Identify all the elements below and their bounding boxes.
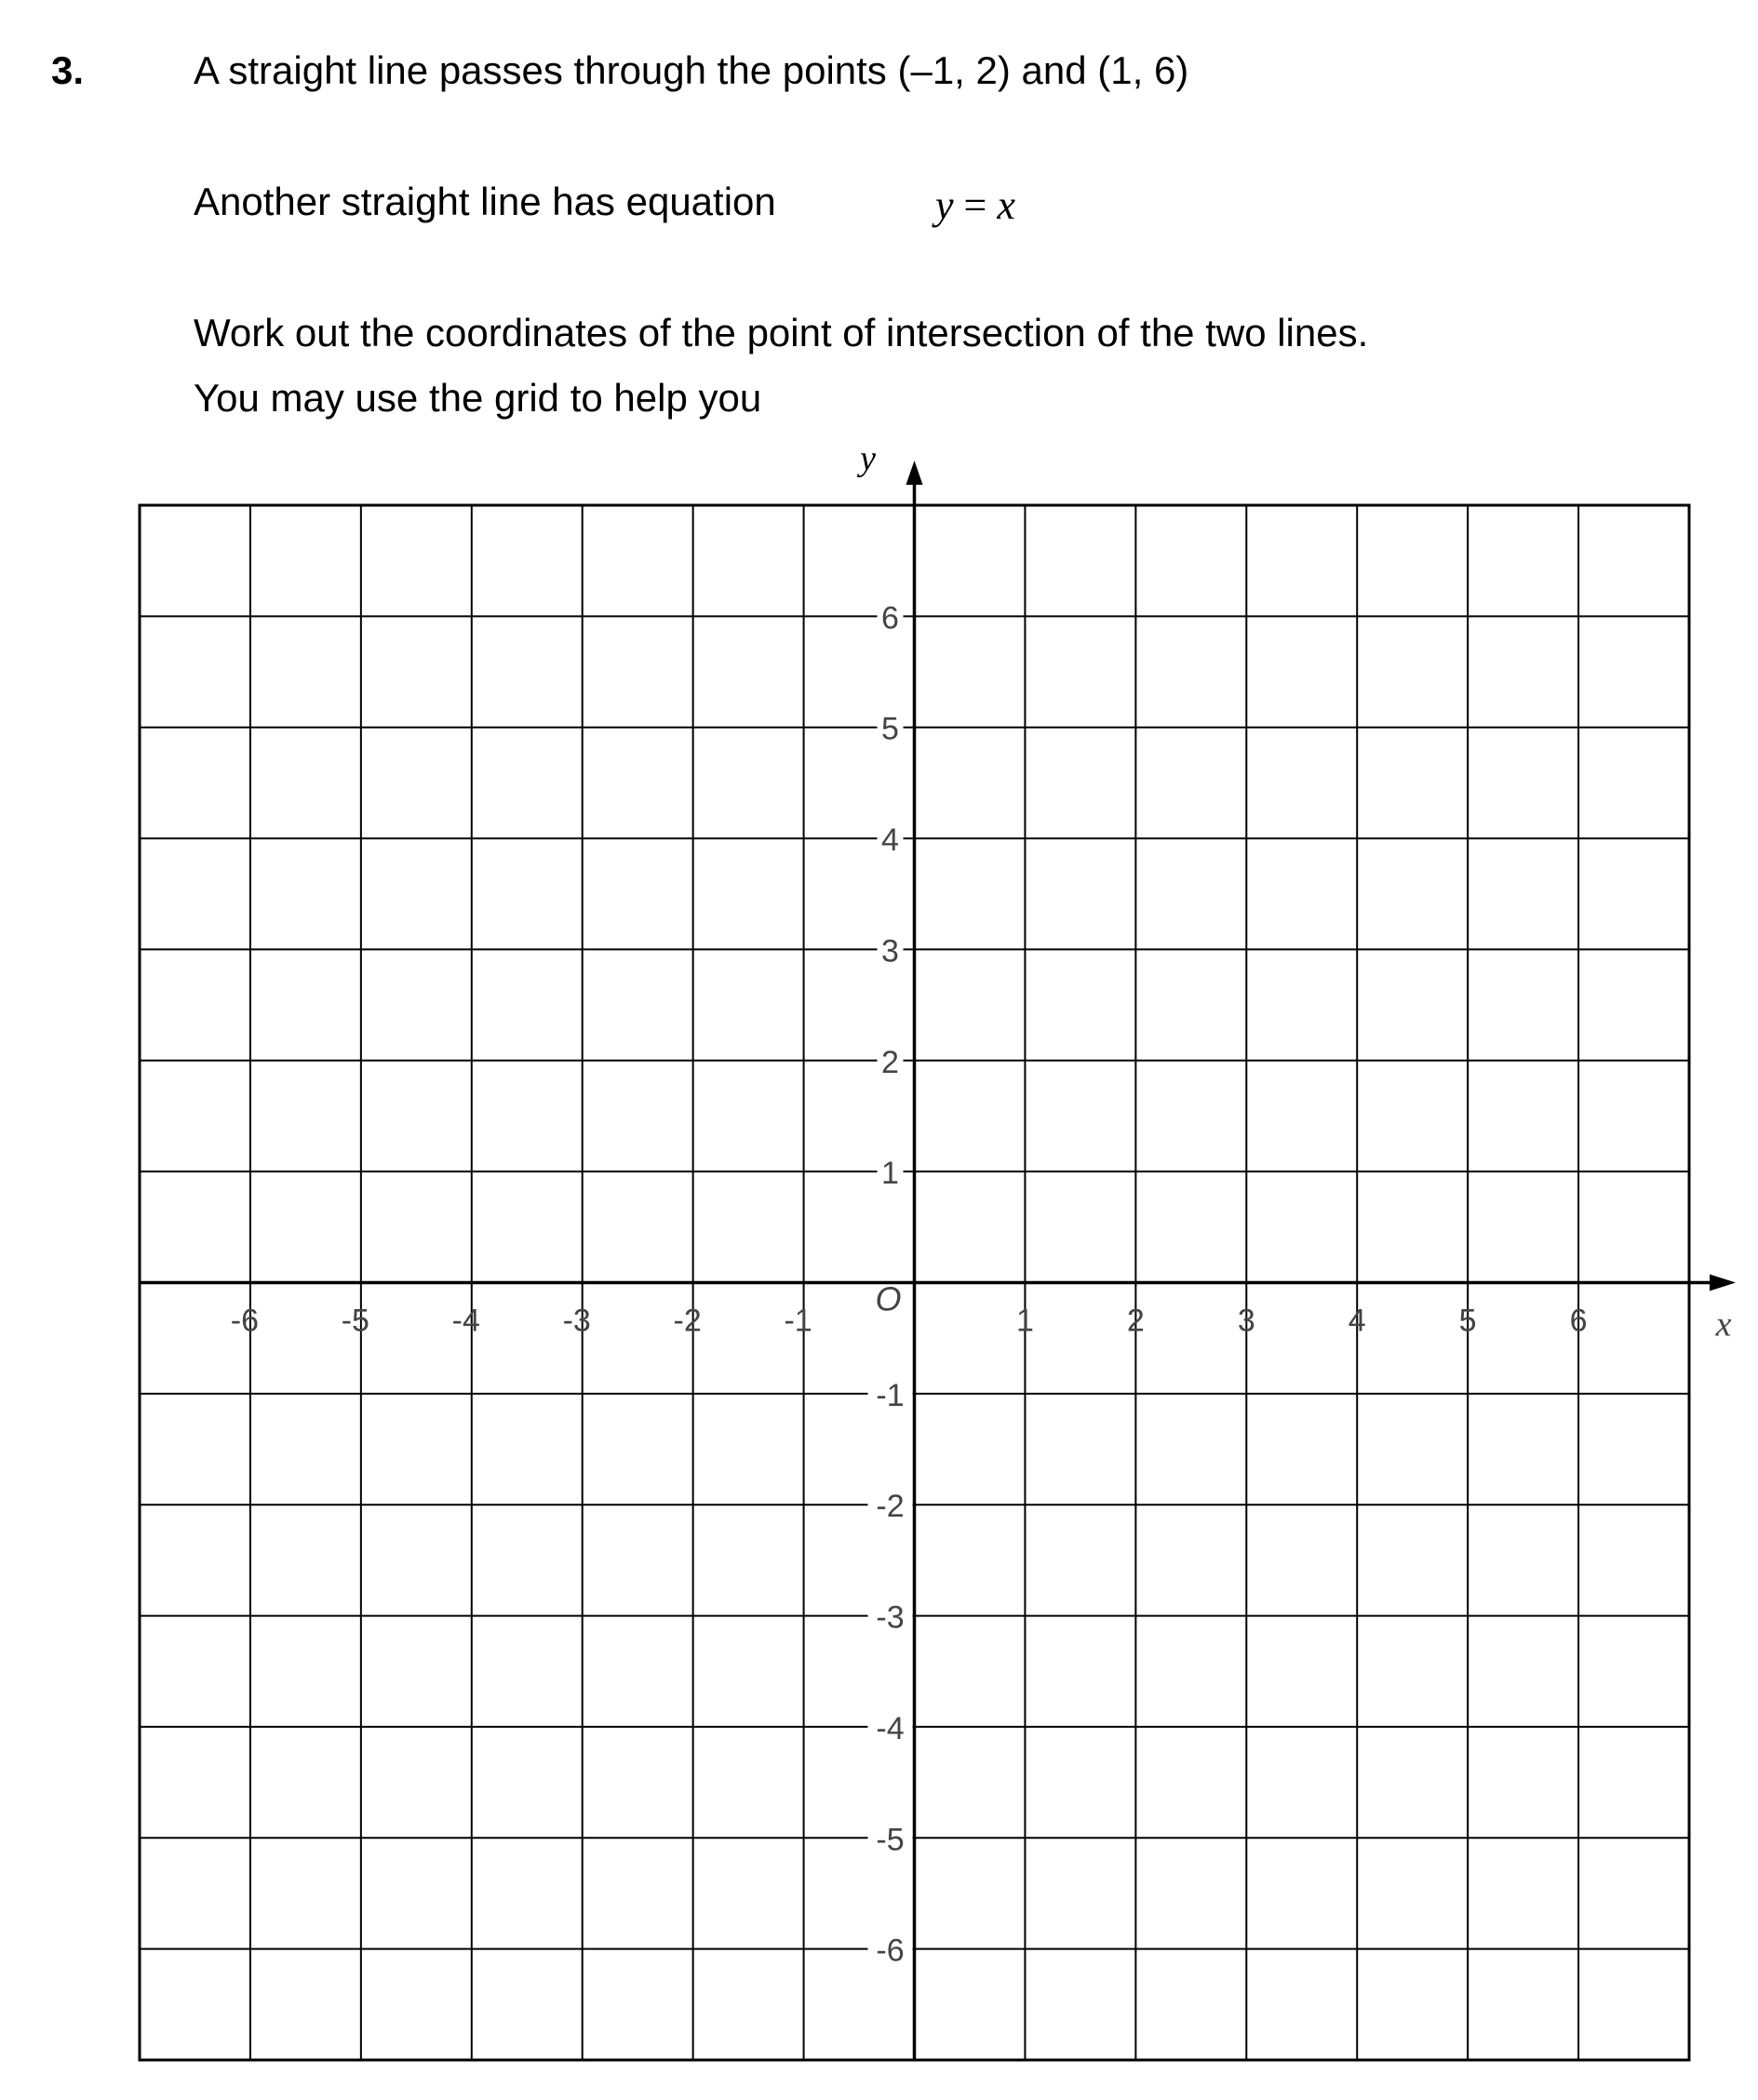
x-tick-label: 4 — [1348, 1303, 1366, 1339]
y-tick-label: -3 — [876, 1599, 905, 1636]
equation-op: = — [963, 182, 987, 228]
y-tick-label: 3 — [881, 933, 899, 970]
y-tick-label: -6 — [876, 1933, 905, 1969]
y-axis-label: y — [860, 439, 876, 478]
question-number: 3. — [51, 48, 85, 92]
x-tick-label: 3 — [1237, 1303, 1255, 1339]
equation-rhs: x — [997, 182, 1015, 228]
x-tick-label: -4 — [451, 1303, 480, 1339]
x-tick-label: 2 — [1126, 1303, 1145, 1339]
y-tick-label: 4 — [881, 823, 899, 859]
y-tick-label: -5 — [876, 1822, 905, 1858]
x-tick-label: 5 — [1458, 1303, 1477, 1339]
x-tick-label: -3 — [562, 1303, 591, 1339]
x-tick-label: -1 — [784, 1303, 812, 1339]
y-tick-label: -4 — [876, 1710, 905, 1746]
y-axis-arrow — [906, 461, 923, 485]
x-tick-label: 1 — [1015, 1303, 1034, 1339]
x-tick-label: -2 — [673, 1303, 702, 1339]
x-tick-label: -6 — [230, 1303, 260, 1339]
question-text-equation-intro: Another straight line has equation — [194, 180, 776, 223]
y-tick-label: -2 — [876, 1489, 905, 1525]
x-tick-label: -5 — [341, 1303, 369, 1339]
question-text-hint: You may use the grid to help you — [194, 376, 762, 420]
question-text-task: Work out the coordinates of the point of intersection of the two lines. — [194, 311, 1369, 354]
x-axis-label: x — [1715, 1304, 1732, 1344]
origin-label: O — [875, 1279, 902, 1318]
x-axis-arrow — [1710, 1275, 1736, 1291]
x-tick-label: 6 — [1569, 1303, 1588, 1339]
y-tick-label: 2 — [881, 1044, 899, 1080]
y-tick-label: 5 — [881, 711, 899, 747]
y-tick-label: 1 — [881, 1156, 899, 1192]
question-text-points: A straight line passes through the points (–1, 2) and (1, 6) — [194, 48, 1189, 92]
equation-lhs: y — [935, 182, 954, 228]
y-tick-label: 6 — [881, 600, 899, 636]
y-tick-label: -1 — [876, 1377, 905, 1413]
